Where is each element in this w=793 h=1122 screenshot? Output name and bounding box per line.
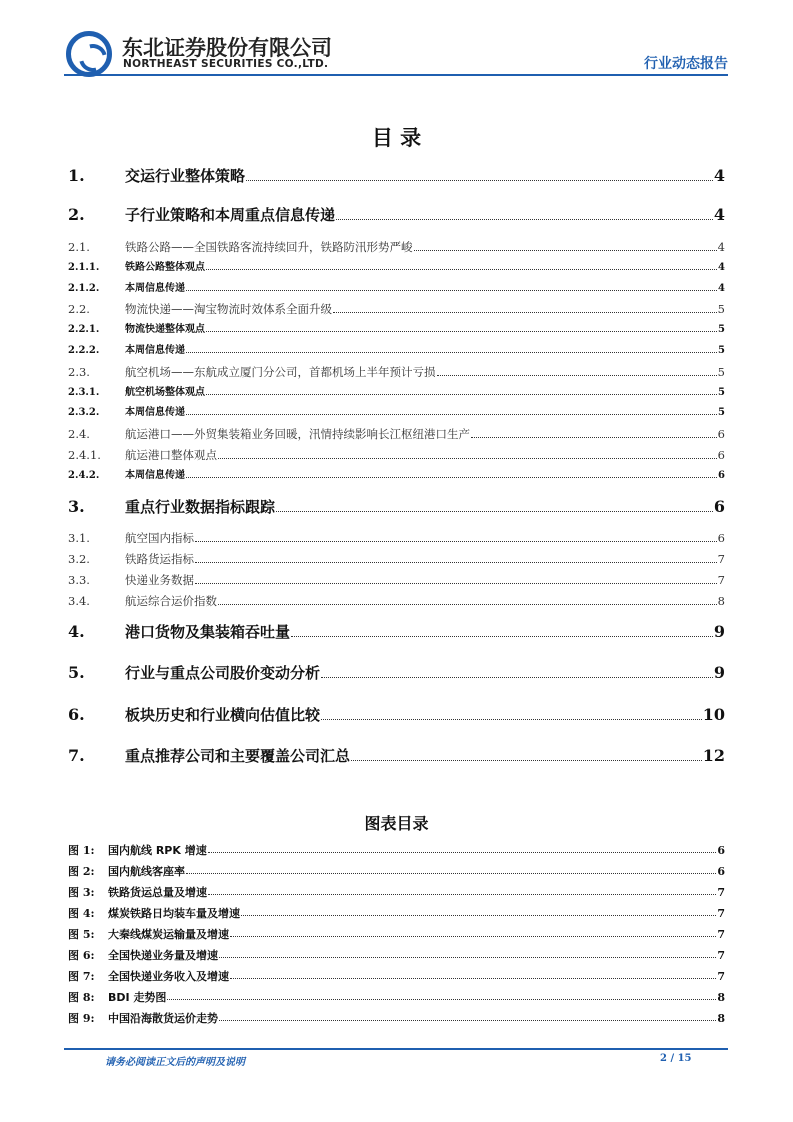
- entry-number: 图 5:: [68, 928, 95, 941]
- entry-number: 6.: [68, 705, 85, 724]
- entry-number: 图 8:: [68, 991, 95, 1004]
- toc-entry[interactable]: [68, 554, 725, 566]
- entry-number: 图 7:: [68, 970, 95, 983]
- dot-leader: [246, 180, 713, 181]
- entry-number: 2.: [68, 205, 85, 224]
- toc-entry[interactable]: [68, 367, 725, 379]
- toc-entry[interactable]: [68, 471, 725, 481]
- entry-page: 6: [718, 470, 725, 481]
- entry-title: 板块历史和行业横向估值比较: [125, 706, 321, 724]
- entry-page: 6: [717, 865, 725, 878]
- entry-number: 5.: [68, 663, 85, 682]
- entry-number: 4.: [68, 622, 85, 641]
- dot-leader: [208, 852, 717, 853]
- entry-title: BDI 走势图: [108, 991, 167, 1004]
- entry-number: 2.2.: [68, 302, 90, 316]
- dot-leader: [230, 936, 716, 937]
- entry-title: 本周信息传递: [125, 470, 185, 481]
- entry-title: 航运港口——外贸集装箱业务回暖，汛情持续影响长江枢纽港口生产: [125, 427, 470, 441]
- entry-title: 煤炭铁路日均装车量及增速: [108, 907, 240, 920]
- entry-page: 4: [713, 166, 725, 185]
- dot-leader: [336, 219, 713, 220]
- toc-entry[interactable]: [68, 499, 725, 515]
- entry-number: 图 4:: [68, 907, 95, 920]
- entry-number: 2.2.2.: [68, 345, 100, 356]
- toc-entry[interactable]: [68, 748, 725, 764]
- entry-page: 5: [718, 387, 725, 398]
- entry-number: 3.3.: [68, 573, 90, 587]
- dot-leader: [186, 290, 717, 291]
- dot-leader: [206, 269, 717, 270]
- figure-entry[interactable]: [68, 1013, 725, 1024]
- entry-number: 7.: [68, 746, 85, 765]
- toc-entry[interactable]: [68, 707, 725, 723]
- toc-entry[interactable]: [68, 408, 725, 418]
- entry-title: 全国快递业务收入及增速: [108, 970, 229, 983]
- figure-entry[interactable]: [68, 929, 725, 940]
- entry-title: 本周信息传递: [125, 283, 185, 294]
- dot-leader: [186, 352, 717, 353]
- dot-leader: [241, 915, 716, 916]
- entry-page: 9: [713, 663, 725, 682]
- entry-title: 行业与重点公司股价变动分析: [125, 664, 321, 682]
- entry-number: 2.2.1.: [68, 324, 100, 335]
- toc-entry[interactable]: [68, 168, 725, 184]
- entry-title: 重点推荐公司和主要覆盖公司汇总: [125, 747, 351, 765]
- dot-leader: [321, 677, 713, 678]
- dot-leader: [195, 562, 717, 563]
- toc-entry[interactable]: [68, 665, 725, 681]
- entry-title: 物流快递——淘宝物流时效体系全面升级: [125, 302, 332, 316]
- entry-page: 7: [717, 573, 725, 587]
- figure-entry[interactable]: [68, 971, 725, 982]
- figure-entry[interactable]: [68, 950, 725, 961]
- entry-title: 国内航线 RPK 增速: [108, 844, 207, 857]
- entry-title: 航空国内指标: [125, 531, 194, 545]
- toc-title: 目 录: [371, 126, 422, 150]
- entry-title: 快递业务数据: [125, 573, 194, 587]
- entry-title: 航空机场整体观点: [125, 387, 205, 398]
- dot-leader: [186, 414, 717, 415]
- entry-number: 3.4.: [68, 594, 90, 608]
- entry-title: 铁路货运总量及增速: [108, 886, 207, 899]
- toc-entry[interactable]: [68, 429, 725, 441]
- toc-entry[interactable]: [68, 388, 725, 398]
- entry-number: 图 1:: [68, 844, 95, 857]
- entry-title: 交运行业整体策略: [125, 167, 246, 185]
- entry-title: 物流快递整体观点: [125, 324, 205, 335]
- entry-number: 2.3.2.: [68, 407, 100, 418]
- entry-title: 航运港口整体观点: [125, 448, 217, 462]
- entry-page: 5: [718, 407, 725, 418]
- dot-leader: [471, 437, 717, 438]
- figure-entry[interactable]: [68, 887, 725, 898]
- entry-page: 4: [713, 205, 725, 224]
- page-number: 2 / 15: [660, 1053, 692, 1064]
- entry-page: 10: [702, 705, 725, 724]
- dot-leader: [208, 894, 716, 895]
- dot-leader: [167, 999, 716, 1000]
- entry-title: 本周信息传递: [125, 345, 185, 356]
- entry-page: 7: [717, 552, 725, 566]
- entry-page: 5: [717, 365, 725, 379]
- figure-entry[interactable]: [68, 866, 725, 877]
- dot-leader: [351, 760, 702, 761]
- dot-leader: [219, 957, 716, 958]
- toc-entry[interactable]: [68, 624, 725, 640]
- entry-page: 6: [717, 448, 725, 462]
- entry-title: 全国快递业务量及增速: [108, 949, 218, 962]
- toc-entry[interactable]: [68, 284, 725, 294]
- figures-title: 图表目录: [364, 814, 429, 833]
- report-type: 行业动态报告: [644, 56, 728, 72]
- entry-page: 9: [713, 622, 725, 641]
- entry-page: 12: [702, 746, 725, 765]
- dot-leader: [195, 541, 717, 542]
- entry-page: 7: [717, 970, 725, 983]
- entry-page: 5: [718, 324, 725, 335]
- entry-number: 2.4.1.: [68, 448, 101, 462]
- entry-title: 铁路货运指标: [125, 552, 194, 566]
- entry-page: 8: [717, 1012, 725, 1025]
- entry-page: 4: [718, 283, 725, 294]
- dot-leader: [321, 719, 702, 720]
- entry-title: 重点行业数据指标跟踪: [125, 498, 276, 516]
- footer-divider: [64, 1048, 728, 1050]
- entry-number: 图 3:: [68, 886, 95, 899]
- toc-entry[interactable]: [68, 242, 725, 254]
- entry-page: 4: [717, 240, 725, 254]
- entry-number: 2.4.: [68, 427, 90, 441]
- entry-number: 图 6:: [68, 949, 95, 962]
- figure-entry[interactable]: [68, 845, 725, 856]
- dot-leader: [218, 458, 717, 459]
- entry-page: 8: [717, 594, 725, 608]
- dot-leader: [206, 331, 717, 332]
- entry-page: 7: [717, 928, 725, 941]
- entry-number: 3.1.: [68, 531, 90, 545]
- toc-entry[interactable]: [68, 346, 725, 356]
- header-divider: [64, 74, 728, 76]
- company-name-en: NORTHEAST SECURITIES CO.,LTD.: [123, 58, 329, 70]
- entry-number: 2.4.2.: [68, 470, 100, 481]
- toc-entry[interactable]: [68, 304, 725, 316]
- entry-number: 图 2:: [68, 865, 95, 878]
- entry-number: 2.3.: [68, 365, 90, 379]
- company-name-cn: 东北证券股份有限公司: [122, 36, 332, 60]
- dot-leader: [219, 1020, 716, 1021]
- dot-leader: [276, 511, 713, 512]
- toc-entry[interactable]: [68, 325, 725, 335]
- company-logo: [66, 31, 112, 77]
- entry-page: 6: [717, 427, 725, 441]
- entry-page: 6: [717, 844, 725, 857]
- footer-disclaimer: 请务必阅读正文后的声明及说明: [105, 1057, 245, 1068]
- dot-leader: [437, 375, 717, 376]
- toc-entry[interactable]: [68, 207, 725, 223]
- dot-leader: [230, 978, 716, 979]
- entry-page: 8: [717, 991, 725, 1004]
- entry-page: 5: [718, 345, 725, 356]
- dot-leader: [333, 312, 717, 313]
- dot-leader: [414, 250, 717, 251]
- entry-page: 7: [717, 949, 725, 962]
- entry-number: 2.1.2.: [68, 283, 100, 294]
- toc-entry[interactable]: [68, 575, 725, 587]
- dot-leader: [195, 583, 717, 584]
- entry-title: 铁路公路整体观点: [125, 262, 205, 273]
- entry-page: 4: [718, 262, 725, 273]
- entry-title: 中国沿海散货运价走势: [108, 1012, 218, 1025]
- dot-leader: [291, 636, 713, 637]
- entry-number: 2.3.1.: [68, 387, 100, 398]
- dot-leader: [218, 604, 717, 605]
- dot-leader: [186, 477, 717, 478]
- entry-title: 国内航线客座率: [108, 865, 185, 878]
- entry-page: 7: [717, 886, 725, 899]
- entry-title: 本周信息传递: [125, 407, 185, 418]
- entry-title: 港口货物及集装箱吞吐量: [125, 623, 291, 641]
- entry-title: 航运综合运价指数: [125, 594, 217, 608]
- entry-title: 大秦线煤炭运输量及增速: [108, 928, 229, 941]
- figure-entry[interactable]: [68, 992, 725, 1003]
- entry-number: 图 9:: [68, 1012, 95, 1025]
- entry-title: 子行业策略和本周重点信息传递: [125, 206, 336, 224]
- entry-title: 铁路公路——全国铁路客流持续回升，铁路防汛形势严峻: [125, 240, 413, 254]
- toc-entry[interactable]: [68, 263, 725, 273]
- entry-page: 6: [717, 531, 725, 545]
- toc-entry[interactable]: [68, 450, 725, 462]
- entry-number: 3.2.: [68, 552, 90, 566]
- dot-leader: [186, 873, 716, 874]
- entry-number: 3.: [68, 497, 85, 516]
- entry-title: 航空机场——东航成立厦门分公司，首都机场上半年预计亏损: [125, 365, 436, 379]
- entry-number: 2.1.: [68, 240, 90, 254]
- toc-entry[interactable]: [68, 596, 725, 608]
- dot-leader: [206, 394, 717, 395]
- entry-number: 1.: [68, 166, 85, 185]
- entry-page: 6: [713, 497, 725, 516]
- entry-number: 2.1.1.: [68, 262, 100, 273]
- entry-page: 7: [717, 907, 725, 920]
- toc-entry[interactable]: [68, 533, 725, 545]
- figure-entry[interactable]: [68, 908, 725, 919]
- entry-page: 5: [717, 302, 725, 316]
